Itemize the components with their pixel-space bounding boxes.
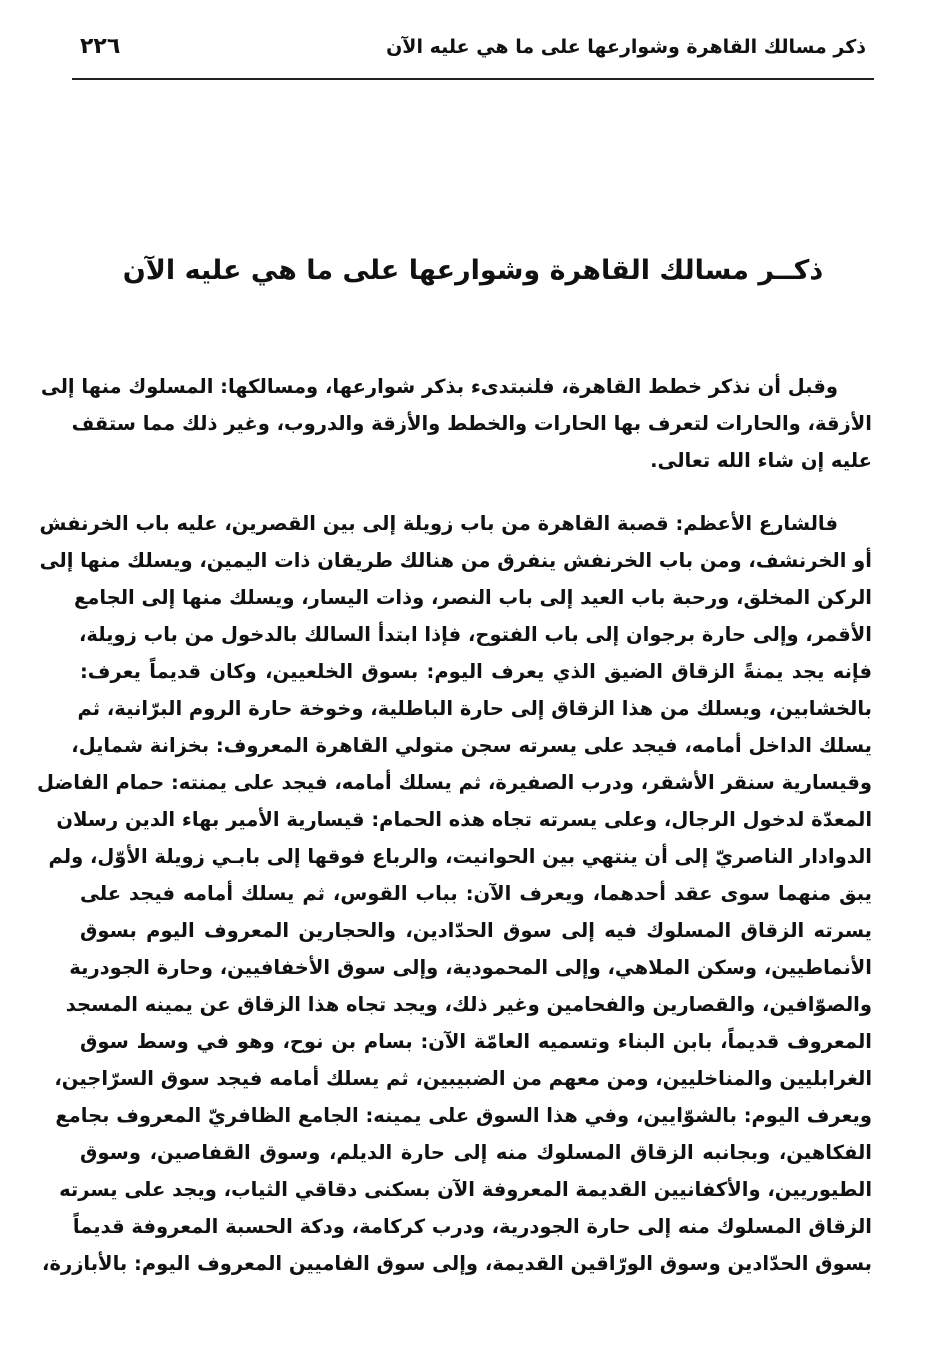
text-line: الفكاهين، وبجانبه الزقاق المسلوك منه إلى حارة الديلم، وسوق القفاصين، وسوق bbox=[80, 1141, 872, 1164]
page-number: ٢٢٦ bbox=[80, 34, 121, 59]
text-line: يسرته الزقاق المسلوك فيه إلى سوق الحدّادين، والحجارين المعروف اليوم بسوق bbox=[80, 919, 872, 942]
text-line: بالخشابين، ويسلك من هذا الزقاق إلى حارة الباطلية، وخوخة حارة الروم البرّانية، ثم bbox=[77, 697, 872, 720]
text-line: فالشارع الأعظم: قصبة القاهرة من باب زويلة إلى بين القصرين، عليه باب الخرنفش bbox=[39, 512, 838, 535]
text-line: الدوادار الناصريّ إلى أن ينتهي بين الحوانيت، والرباع فوقها إلى بابـي زويلة الأوّل، ولم bbox=[48, 845, 872, 868]
running-title: ذكر مسالك القاهرة وشوارعها على ما هي عليه الآن bbox=[386, 36, 866, 58]
text-line: وقيسارية سنقر الأشقر، ودرب الصفيرة، ثم يسلك أمامه، فيجد على يمنته: حمام الفاضل bbox=[37, 771, 872, 794]
text-line: الزقاق المسلوك منه إلى حارة الجودرية، ودرب كركامة، ودكة الحسبة المعروفة قديماً bbox=[72, 1215, 872, 1238]
paragraph bbox=[37, 505, 872, 1282]
body-text bbox=[37, 368, 872, 1308]
page-header bbox=[72, 30, 874, 76]
text-line: الأنماطيين، وسكن الملاهي، وإلى المحمودية، وإلى سوق الأخفافيين، وحارة الجودرية bbox=[69, 956, 872, 979]
text-line: عليه إن شاء الله تعالى. bbox=[650, 449, 872, 472]
header-rule bbox=[72, 78, 874, 80]
text-line: والصوّافين، والقصارين والفحامين وغير ذلك، ويجد تجاه هذا الزقاق عن يمينه المسجد bbox=[65, 993, 872, 1016]
text-line: أو الخرنشف، ومن باب الخرنفش ينفرق من هنالك طريقان ذات اليمين، ويسلك منها إلى bbox=[39, 549, 872, 572]
text-line: يبق منهما سوى عقد أحدهما، ويعرف الآن: بباب القوس، ثم يسلك أمامه فيجد على bbox=[80, 882, 872, 905]
section-title: ذكــر مسالك القاهرة وشوارعها على ما هي عليه الآن bbox=[122, 255, 824, 286]
text-line: بسوق الحدّادين وسوق الورّاقين القديمة، وإلى سوق الفاميين المعروف اليوم: بالأبازرة، bbox=[42, 1252, 872, 1275]
text-line: الأقمر، وإلى حارة برجوان إلى باب الفتوح، فإذا ابتدأ السالك بالدخول من باب زويلة، bbox=[78, 623, 872, 646]
text-line: الطيوريين، والأكفانيين القديمة المعروفة الآن بسكنى دقاقي الثياب، ويجد على يسرته bbox=[59, 1178, 872, 1201]
text-line: المعروف قديماً، بابن البناء وتسميه العامّة الآن: بسام بن نوح، وهو في وسط سوق bbox=[80, 1030, 872, 1053]
text-line: الأزقة، والحارات لتعرف بها الحارات والخطط والأزقة والدروب، وغير ذلك مما ستقف bbox=[71, 412, 872, 435]
text-line: يسلك الداخل أمامه، فيجد على يسرته سجن متولي القاهرة المعروف: بخزانة شمايل، bbox=[71, 734, 872, 757]
text-line: وقبل أن نذكر خطط القاهرة، فلنبتدىء بذكر شوارعها، ومسالكها: المسلوك منها إلى bbox=[40, 375, 838, 398]
text-line: المعدّة لدخول الرجال، وعلى يسرته تجاه هذه الحمام: قيسارية الأمير بهاء الدين رسلان bbox=[56, 808, 872, 831]
paragraph bbox=[40, 368, 872, 479]
text-line: ويعرف اليوم: بالشوّايين، وفي هذا السوق على يمينه: الجامع الظافريّ المعروف بجامع bbox=[55, 1104, 872, 1127]
text-line: الركن المخلق، ورحبة باب العيد إلى باب النصر، وذات اليسار، ويسلك منها إلى الجامع bbox=[73, 586, 872, 609]
text-line: الغرابليين والمناخليين، ومن معهم من الضبيبين، ثم يسلك أمامه فيجد سوق السرّاجين، bbox=[54, 1067, 872, 1090]
text-line: فإنه يجد يمنةً الزقاق الضيق الذي يعرف اليوم: بسوق الخلعيين، وكان قديماً يعرف: bbox=[80, 660, 872, 683]
